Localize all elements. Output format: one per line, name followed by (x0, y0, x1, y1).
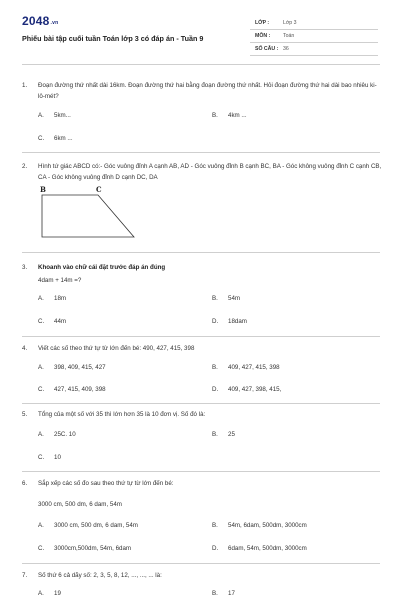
option-d[interactable]: D. 409, 427, 398, 415, (212, 386, 282, 393)
question-sub: 4dam + 14m =? (38, 277, 82, 284)
question-divider (22, 471, 380, 472)
question-4 (22, 344, 382, 355)
question-divider (22, 152, 380, 153)
option-a[interactable]: A. 19 (38, 590, 61, 597)
option-b[interactable]: B. 25 (212, 431, 235, 438)
option-c[interactable]: C. 427, 415, 409, 398 (38, 386, 106, 393)
meta-value: Lớp 3 (283, 20, 297, 26)
option-d[interactable]: D. 18dam (212, 318, 247, 325)
page-title: Phiếu bài tập cuối tuần Toán lớp 3 có đáp án - Tuần 9 (22, 34, 204, 43)
option-c[interactable]: C. 6km ... (38, 135, 73, 142)
vertex-c-label: C (96, 185, 102, 194)
meta-key: LỚP : (255, 20, 270, 26)
vertex-b-label: B (40, 185, 46, 194)
question-number: 4. (22, 345, 28, 352)
question-divider (22, 336, 380, 337)
question-divider (22, 563, 380, 564)
question-divider (22, 252, 380, 253)
option-b[interactable]: B. 4km ... (212, 112, 247, 119)
meta-row-count (250, 42, 378, 56)
question-number: 6. (22, 480, 28, 487)
meta-key: MÔN : (255, 33, 271, 39)
question-1 (22, 81, 382, 102)
question-text: Sắp xếp các số đo sau theo thứ tự từ lớn đến bé: (38, 480, 174, 487)
question-7 (22, 571, 382, 582)
option-c[interactable]: C. 10 (38, 454, 61, 461)
meta-value: Toán (283, 33, 295, 39)
site-logo[interactable] (22, 14, 58, 28)
question-text: Khoanh vào chữ cái đặt trước đáp án đúng (38, 264, 166, 271)
question-text: Viết các số theo thứ tự từ lớn đến bé: 490, 427, 415, 398 (38, 345, 195, 352)
option-d[interactable]: D. 6dam, 54m, 500dm, 3000cm (212, 545, 307, 552)
question-2 (22, 162, 382, 183)
option-b[interactable]: B. 409, 427, 415, 398 (212, 364, 280, 371)
question-number: 2. (22, 163, 28, 170)
option-a[interactable]: A. 398, 409, 415, 427 (38, 364, 106, 371)
meta-row-class (250, 16, 378, 30)
header-divider (22, 64, 380, 65)
question-text: Số thứ 6 cả dãy số: 2, 3, 5, 8, 12, ..., ..., ... là: (38, 572, 162, 579)
logo-text: 2048 (22, 14, 50, 28)
question-3 (22, 263, 382, 274)
option-a[interactable]: A. 18m (38, 295, 67, 302)
option-c[interactable]: C. 44m (38, 318, 67, 325)
option-b[interactable]: B. 54m, 6dam, 500dm, 3000cm (212, 522, 307, 529)
meta-value: 36 (283, 46, 289, 52)
question-sub: 3000 cm, 500 dm, 6 dam, 54m (38, 501, 122, 508)
option-a[interactable]: A. 25C. 10 (38, 431, 76, 438)
question-number: 1. (22, 82, 28, 89)
option-b[interactable]: B. 17 (212, 590, 235, 597)
option-c[interactable]: C. 3000cm,500dm, 54m, 6dam (38, 545, 132, 552)
question-number: 7. (22, 572, 28, 579)
option-a[interactable]: A. 5km... (38, 112, 71, 119)
question-number: 3. (22, 264, 28, 271)
question-6 (22, 479, 382, 490)
option-a[interactable]: A. 3000 cm, 500 dm, 6 dam, 54m (38, 522, 138, 529)
meta-key: SỐ CÂU : (255, 46, 279, 52)
question-number: 5. (22, 411, 28, 418)
question-divider (22, 403, 380, 404)
question-text: Hình tứ giác ABCD có:- Góc vuông đỉnh A cạnh AB, AD - Góc vuông đỉnh B cạnh BC, BA - Góc không vuông đỉnh C cạnh CB, CA - Góc không vuông đỉnh D cạnh DC, DA (38, 163, 382, 181)
question-text: Đoạn đường thứ nhất dài 16km. Đoạn đường thứ hai bằng đoạn đường thứ nhất. Hỏi đoạn đường thứ hai dài bao nhiêu ki-lô-mét? (38, 82, 377, 100)
question-5 (22, 410, 382, 421)
quadrilateral-figure (36, 183, 146, 243)
meta-row-subject (250, 29, 378, 43)
option-b[interactable]: B. 54m (212, 295, 241, 302)
question-text: Tổng của một số với 35 thì lớn hơn 35 là 10 đơn vị. Số đó là: (38, 411, 206, 418)
logo-suffix: .vn (50, 20, 59, 26)
